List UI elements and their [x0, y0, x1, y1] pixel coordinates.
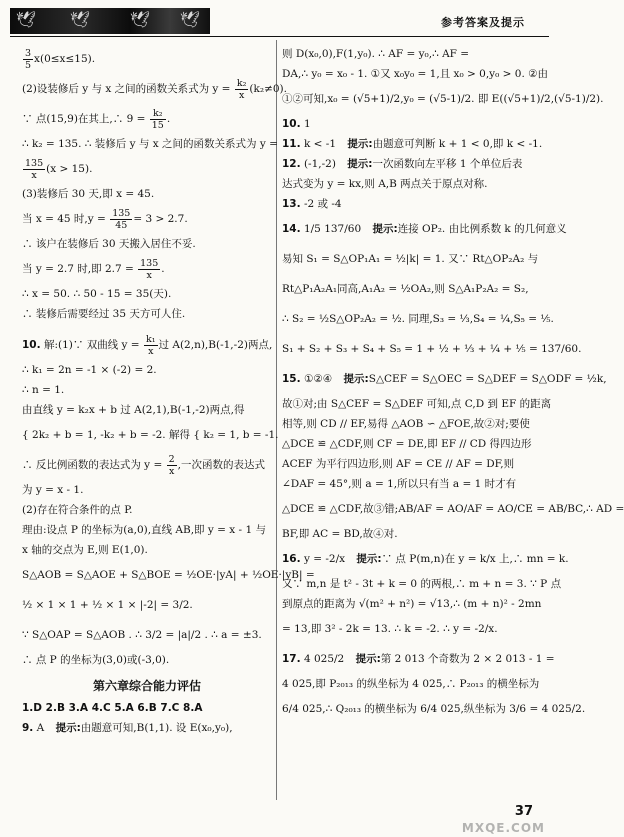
problem-16: 16. y = -2/x 提示:∵ 点 P(m,n)在 y = k/x 上,∴ mn = k.	[282, 553, 569, 565]
column-divider	[276, 40, 277, 800]
problem-17: 17. 4 025/2 提示:第 2 013 个奇数为 2 × 2 013 - 1 =	[282, 653, 555, 665]
hint-label: 提示:	[343, 373, 369, 385]
answer-line: (2)存在符合条件的点 P.	[22, 504, 133, 516]
answer-line: ∴ 点 P 的坐标为(3,0)或(-3,0).	[22, 654, 170, 666]
problem-10-right: 10. 1	[282, 118, 311, 130]
answer-line: ∵ S△OAP = S△AOB . ∴ 3/2 = |a|/2 . ∴ a = ±3.	[22, 629, 262, 641]
problem-12: 12. (-1,-2) 提示:一次函数向左平移 1 个单位后表	[282, 158, 523, 170]
answer-line: x 轴的交点为 E,则 E(1,0).	[22, 544, 148, 556]
bird-icon: 🕊	[180, 10, 201, 29]
hint-label: 提示:	[372, 223, 398, 235]
answer-line: BF,即 AC = BD,故④对.	[282, 528, 398, 540]
answer-line: 故①对;由 S△CEF = S△DEF 可知,点 C,D 到 EF 的距离	[282, 398, 552, 410]
answer-line: 达式变为 y = kx,则 A,B 两点关于原点对称.	[282, 178, 488, 190]
answer-line: Rt△P₁A₂A₁同高,A₁A₂ = ½OA₂,则 S△A₁P₂A₂ = S₂,	[282, 283, 529, 295]
answer-line: (3)装修后 30 天,即 x = 45.	[22, 188, 155, 200]
page-number: 37	[514, 804, 533, 819]
answer-line: 当 x = 45 时,y = $\frac{135}{45}$ = 3 > 2.7.	[22, 207, 188, 231]
problem-11: 11. k < -1 提示:由题意可判断 k + 1 < 0,即 k < -1.	[282, 138, 543, 150]
hint-label: 提示:	[347, 138, 373, 150]
answer-line: 当 y = 2.7 时,即 2.7 = $\frac{135}{x}$ .	[22, 257, 165, 281]
answer-line: ∴ n = 1.	[22, 384, 65, 396]
fraction: $\frac{2}{x}$	[168, 453, 175, 477]
fraction: $\frac{\text{k₂}}{15}$	[151, 107, 164, 131]
answer-line: $\frac{3}{5}$ x(0≤x≤15).	[25, 47, 96, 71]
answer-line: ①②可知,x₀ = (√5+1)/2,y₀ = (√5-1)/2. 即 E((√5+1)/2,(√5-1)/2).	[282, 93, 604, 105]
bird-icon: 🕊	[16, 10, 37, 29]
header-title: 参考答案及提示	[441, 16, 525, 29]
answer-line: 易知 S₁ = S△OP₁A₁ = ½|k| = 1. 又∵ Rt△OP₂A₂ 与	[282, 253, 539, 265]
section-heading: 第六章综合能力评估	[92, 679, 201, 693]
page-header	[0, 0, 563, 38]
answer-line: 6/4 025,∴ Q₂₀₁₃ 的横坐标为 6/4 025,纵坐标为 3/6 = 4 025/2.	[282, 703, 586, 715]
answer-line: △DCE ≌ △CDF,故③错;AB/AF = AO/AF = AO/CE = AB/BC,∴ AD =	[282, 503, 624, 515]
fraction: $\frac{135}{x}$	[140, 257, 159, 281]
bird-icon: 🕊	[130, 10, 151, 29]
answer-line: $\frac{135}{x}$ (x > 15).	[25, 157, 93, 181]
fraction: $\frac{\text{k₁}}{x}$	[145, 333, 156, 357]
answer-line: 到原点的距离为 √(m² + n²) = √13,∴ (m + n)² - 2mn	[282, 598, 542, 610]
answer-line: △DCE ≌ △CDF,则 CF = DE,即 EF // CD 得四边形	[282, 438, 532, 450]
answer-line: = 13,即 3² - 2k = 13. ∴ k = -2. ∴ y = -2/x.	[282, 623, 498, 635]
answer-line: 为 y = x - 1.	[22, 484, 84, 496]
answer-line: ∵ 点(15,9)在其上,∴ 9 = $\frac{\text{k₂}}{15}$ .	[22, 107, 171, 131]
answer-line: ∴ k₂ = 135. ∴ 装修后 y 与 x 之间的函数关系式为 y =	[22, 138, 278, 150]
answer-line: 4 025,即 P₂₀₁₃ 的纵坐标为 4 025,∴ P₂₀₁₃ 的横坐标为	[282, 678, 540, 690]
hint-label: 提示:	[355, 653, 381, 665]
answer-line: ∴ x = 50. ∴ 50 - 15 = 35(天).	[22, 288, 172, 300]
answer-line: 由直线 y = k₂x + b 过 A(2,1),B(-1,-2)两点,得	[22, 404, 245, 416]
watermark-logo: MXQE.COM	[461, 821, 545, 835]
fraction: $\frac{135}{45}$	[112, 207, 131, 231]
answer-line: { 2k₂ + b = 1, -k₂ + b = -2. 解得 { k₂ = 1, b = -1.	[22, 429, 279, 441]
answer-line: S₁ + S₂ + S₃ + S₄ + S₅ = 1 + ½ + ⅓ + ¼ + ⅕ = 137/60.	[282, 343, 582, 355]
answer-line: ACEF 为平行四边形,则 AF = CE // AF = DF,则	[282, 458, 515, 470]
answer-line: DA,∴ y₀ = x₀ - 1. ①又 x₀y₀ = 1,且 x₀ > 0,y₀ > 0. ②由	[282, 68, 549, 80]
answer-line: ∴ k₁ = 2n = -1 × (-2) = 2.	[22, 364, 157, 376]
header-rule	[10, 36, 549, 37]
answer-line: (2)设装修后 y 与 x 之间的函数关系式为 y = $\frac{\text{k₂}}{x}$ (k₂≠0).	[22, 77, 287, 101]
hint-label: 提示:	[55, 722, 81, 734]
answer-line: 则 D(x₀,0),F(1,y₀). ∴ AF = y₀,∴ AF =	[282, 48, 470, 60]
bird-icon: 🕊	[70, 10, 91, 29]
problem-13: 13. -2 或 -4	[282, 198, 342, 210]
choice-answers: 1.D 2.B 3.A 4.C 5.A 6.B 7.C 8.A	[22, 702, 203, 714]
problem-15: 15. ①②④ 提示:S△CEF = S△OEC = S△DEF = S△ODF = ½k,	[282, 373, 607, 385]
answer-line: ½ × 1 × 1 + ½ × 1 × |-2| = 3/2.	[22, 599, 193, 611]
fraction: $\frac{\text{k₂}}{x}$	[236, 77, 247, 101]
fraction: $\frac{3}{5}$	[25, 47, 32, 71]
answer-line: ∴ S₂ = ½S△OP₂A₂ = ½. 同理,S₃ = ⅓,S₄ = ¼,S₅ = ⅕.	[282, 313, 554, 325]
hint-label: 提示:	[356, 553, 382, 565]
answer-line: 理由:设点 P 的坐标为(a,0),直线 AB,即 y = x - 1 与	[22, 524, 266, 536]
answer-line: S△AOB = S△AOE + S△BOE = ½OE·|yA| + ½OE·|yB| =	[22, 569, 315, 581]
answer-line: ∴ 该户在装修后 30 天搬入居住不妥.	[22, 238, 196, 250]
problem-10: 10. 解:(1)∵ 双曲线 y = $\frac{\text{k₁}}{x}$ 过 A(2,n),B(-1,-2)两点,	[22, 333, 273, 357]
answer-line: 相等,则 CD // EF,易得 △AOB ∽ △FOE,故②对;要使	[282, 418, 530, 430]
hint-label: 提示:	[347, 158, 373, 170]
decorative-banner	[10, 8, 210, 34]
answer-line: ∠DAF = 45°,则 a = 1,所以只有当 a = 1 时才有	[282, 478, 517, 490]
answer-line: ∴ 装修后需要经过 35 天方可人住.	[22, 308, 186, 320]
answer-line: ∴ 反比例函数的表达式为 y = $\frac{2}{x}$ ,一次函数的表达式	[22, 453, 265, 477]
answer-line: 又∵ m,n 是 t² - 3t + k = 0 的两根,∴ m + n = 3. ∵ P 点	[282, 578, 562, 590]
right-column	[282, 44, 624, 724]
problem-9: 9. A 提示:由题意可知,B(1,1). 设 E(x₀,y₀),	[22, 722, 233, 734]
problem-14: 14. 1/5 137/60 提示:连接 OP₂. 由比例系数 k 的几何意义	[282, 223, 567, 235]
fraction: $\frac{135}{x}$	[25, 157, 44, 181]
